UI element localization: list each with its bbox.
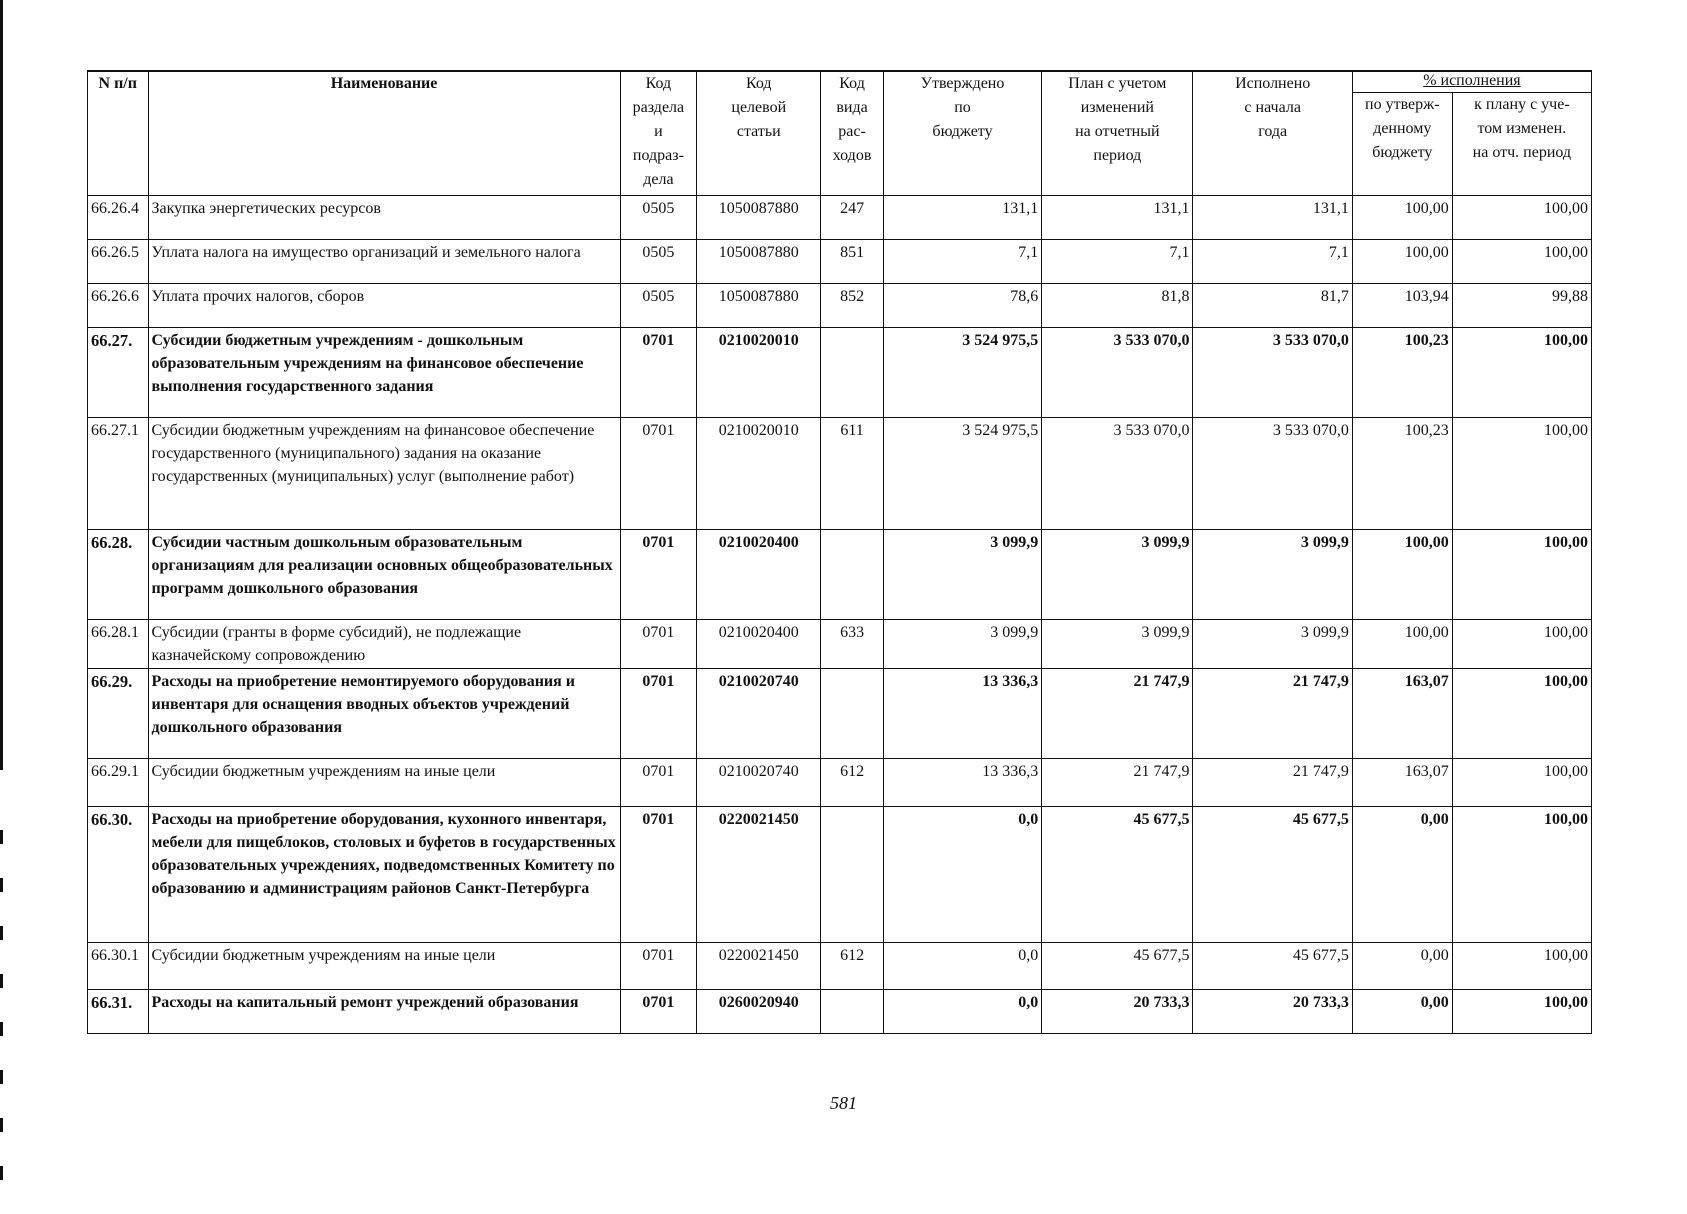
- row-number: 66.27.: [88, 328, 149, 418]
- row-number: 66.29.1: [88, 759, 149, 807]
- row-razdel: 0701: [620, 943, 697, 990]
- row-name: Субсидии частным дошкольным образовательным организациям для реализации основных общеобразовательных программ дошкольного образования: [148, 530, 620, 620]
- row-statya: 0210020740: [697, 759, 821, 807]
- row-razdel: 0505: [620, 284, 697, 328]
- header-line: Код: [645, 75, 672, 92]
- row-executed: 3 099,9: [1193, 530, 1352, 620]
- table-row: [88, 669, 1592, 759]
- row-pct-approved: 100,00: [1352, 530, 1452, 620]
- header-line: подраз-: [632, 147, 684, 164]
- row-statya: 0210020400: [697, 530, 821, 620]
- row-executed: 20 733,3: [1193, 990, 1352, 1034]
- row-plan: 7,1: [1042, 240, 1193, 284]
- row-pct-plan: 100,00: [1452, 669, 1591, 759]
- header-line: том изменен.: [1477, 120, 1567, 137]
- row-executed: 45 677,5: [1193, 807, 1352, 943]
- row-pct-plan: 100,00: [1452, 530, 1591, 620]
- row-vid: 612: [821, 943, 884, 990]
- row-name: Расходы на приобретение оборудования, кухонного инвентаря, мебели для пищеблоков, столовых и буфетов в государственных образовательных учреждениях, подведомственных Комитету по образованию и администрациям районов Санкт-Петербурга: [148, 807, 620, 943]
- row-pct-plan: 100,00: [1452, 620, 1591, 669]
- row-pct-plan: 100,00: [1452, 759, 1591, 807]
- row-pct-approved: 100,00: [1352, 240, 1452, 284]
- row-statya: 0260020940: [697, 990, 821, 1034]
- row-approved: 3 099,9: [883, 620, 1041, 669]
- header-line: Утверждено: [920, 75, 1005, 92]
- col-header-pct-plan: [1452, 93, 1591, 196]
- row-number: 66.30.: [88, 807, 149, 943]
- row-razdel: 0505: [620, 240, 697, 284]
- col-header-statya: [697, 71, 821, 196]
- row-approved: 13 336,3: [883, 669, 1041, 759]
- header-line: года: [1258, 123, 1288, 140]
- row-approved: 0,0: [883, 943, 1041, 990]
- col-header-nn: N п/п: [88, 71, 149, 196]
- row-number: 66.27.1: [88, 418, 149, 530]
- header-row: [88, 71, 1592, 93]
- row-name: Субсидии бюджетным учреждениям - дошкольным образовательным учреждениям на финансовое обеспечение выполнения государственного задания: [148, 328, 620, 418]
- row-executed: 3 099,9: [1193, 620, 1352, 669]
- row-executed: 7,1: [1193, 240, 1352, 284]
- header-line: на отчетный: [1075, 123, 1160, 140]
- row-name: Закупка энергетических ресурсов: [148, 196, 620, 240]
- row-pct-approved: 103,94: [1352, 284, 1452, 328]
- table-row: [88, 196, 1592, 240]
- header-line: статьи: [736, 123, 781, 140]
- row-vid: 852: [821, 284, 884, 328]
- row-plan: 45 677,5: [1042, 807, 1193, 943]
- row-plan: 45 677,5: [1042, 943, 1193, 990]
- row-number: 66.26.5: [88, 240, 149, 284]
- row-executed: 131,1: [1193, 196, 1352, 240]
- col-header-pct-group: % исполнения: [1352, 71, 1591, 93]
- row-approved: 78,6: [883, 284, 1041, 328]
- row-executed: 21 747,9: [1193, 759, 1352, 807]
- row-pct-plan: 100,00: [1452, 943, 1591, 990]
- header-line: бюджету: [932, 123, 993, 140]
- row-pct-approved: 100,23: [1352, 418, 1452, 530]
- row-vid: 633: [821, 620, 884, 669]
- row-plan: 21 747,9: [1042, 669, 1193, 759]
- row-vid: 611: [821, 418, 884, 530]
- row-plan: 3 533 070,0: [1042, 418, 1193, 530]
- row-pct-approved: 100,00: [1352, 196, 1452, 240]
- col-header-razdel: [620, 71, 697, 196]
- row-executed: 3 533 070,0: [1193, 418, 1352, 530]
- row-vid: 247: [821, 196, 884, 240]
- table-body: [88, 196, 1592, 1034]
- table-row: [88, 620, 1592, 669]
- row-executed: 3 533 070,0: [1193, 328, 1352, 418]
- header-line: к плану с уче-: [1474, 96, 1570, 113]
- row-vid: [821, 530, 884, 620]
- row-plan: 20 733,3: [1042, 990, 1193, 1034]
- row-approved: 3 524 975,5: [883, 418, 1041, 530]
- table-row: [88, 990, 1592, 1034]
- row-number: 66.28.1: [88, 620, 149, 669]
- header-line: раздела: [632, 99, 685, 116]
- budget-execution-table: [87, 70, 1592, 1034]
- row-razdel: 0701: [620, 990, 697, 1034]
- row-name: Субсидии бюджетным учреждениям на финансовое обеспечение государственного (муниципального) задания на оказание государственных (муниципальных) услуг (выполнение работ): [148, 418, 620, 530]
- row-pct-plan: 100,00: [1452, 328, 1591, 418]
- row-vid: [821, 990, 884, 1034]
- header-line: по утверж-: [1365, 96, 1440, 113]
- row-razdel: 0701: [620, 530, 697, 620]
- row-number: 66.29.: [88, 669, 149, 759]
- row-plan: 3 099,9: [1042, 620, 1193, 669]
- row-razdel: 0701: [620, 807, 697, 943]
- row-razdel: 0701: [620, 759, 697, 807]
- row-pct-plan: 100,00: [1452, 418, 1591, 530]
- col-header-vid: [821, 71, 884, 196]
- row-name: Субсидии бюджетным учреждениям на иные цели: [148, 759, 620, 807]
- col-header-utv: [883, 71, 1041, 196]
- header-line: Код: [839, 75, 865, 92]
- row-approved: 0,0: [883, 990, 1041, 1034]
- table-row: [88, 284, 1592, 328]
- row-statya: 0210020010: [697, 328, 821, 418]
- row-name: Расходы на капитальный ремонт учреждений образования: [148, 990, 620, 1034]
- table-row: [88, 240, 1592, 284]
- row-razdel: 0701: [620, 669, 697, 759]
- row-statya: 1050087880: [697, 196, 821, 240]
- row-pct-plan: 100,00: [1452, 196, 1591, 240]
- row-executed: 81,7: [1193, 284, 1352, 328]
- row-name: Расходы на приобретение немонтируемого оборудования и инвентаря для оснащения вводных объектов учреждений дошкольного образования: [148, 669, 620, 759]
- row-pct-approved: 0,00: [1352, 807, 1452, 943]
- row-approved: 0,0: [883, 807, 1041, 943]
- header-line: с начала: [1244, 99, 1301, 116]
- row-plan: 3 099,9: [1042, 530, 1193, 620]
- row-vid: [821, 807, 884, 943]
- row-plan: 21 747,9: [1042, 759, 1193, 807]
- row-name: Уплата прочих налогов, сборов: [148, 284, 620, 328]
- row-statya: 1050087880: [697, 240, 821, 284]
- row-razdel: 0505: [620, 196, 697, 240]
- col-header-isp: [1193, 71, 1352, 196]
- header-line: План с учетом: [1068, 75, 1167, 92]
- row-razdel: 0701: [620, 328, 697, 418]
- row-vid: [821, 328, 884, 418]
- scan-edge-marks: [0, 830, 3, 1214]
- row-executed: 21 747,9: [1193, 669, 1352, 759]
- header-line: бюджету: [1372, 144, 1433, 161]
- header-line: Исполнено: [1235, 75, 1311, 92]
- table-row: [88, 328, 1592, 418]
- row-pct-plan: 100,00: [1452, 807, 1591, 943]
- row-executed: 45 677,5: [1193, 943, 1352, 990]
- row-pct-approved: 163,07: [1352, 669, 1452, 759]
- row-pct-approved: 0,00: [1352, 990, 1452, 1034]
- row-vid: 851: [821, 240, 884, 284]
- row-vid: [821, 669, 884, 759]
- header-line: целевой: [731, 99, 787, 116]
- table-row: [88, 530, 1592, 620]
- header-line: по: [954, 99, 971, 116]
- header-line: на отч. период: [1472, 144, 1572, 161]
- row-approved: 3 099,9: [883, 530, 1041, 620]
- row-number: 66.26.6: [88, 284, 149, 328]
- scan-left-edge: [0, 0, 3, 770]
- row-number: 66.28.: [88, 530, 149, 620]
- header-line: вида: [836, 99, 868, 116]
- header-line: рас-: [838, 123, 866, 140]
- row-pct-approved: 163,07: [1352, 759, 1452, 807]
- table-row: [88, 418, 1592, 530]
- header-line: ходов: [832, 147, 872, 164]
- header-line: Код: [745, 75, 772, 92]
- col-header-name: Наименование: [148, 71, 620, 196]
- row-pct-approved: 100,23: [1352, 328, 1452, 418]
- table-row: [88, 759, 1592, 807]
- row-approved: 13 336,3: [883, 759, 1041, 807]
- table-row: [88, 943, 1592, 990]
- row-vid: 612: [821, 759, 884, 807]
- row-name: Субсидии бюджетным учреждениям на иные цели: [148, 943, 620, 990]
- row-name: Уплата налога на имущество организаций и земельного налога: [148, 240, 620, 284]
- row-statya: 0210020400: [697, 620, 821, 669]
- row-pct-approved: 0,00: [1352, 943, 1452, 990]
- row-statya: 1050087880: [697, 284, 821, 328]
- row-statya: 0220021450: [697, 943, 821, 990]
- row-approved: 3 524 975,5: [883, 328, 1041, 418]
- col-header-plan: [1042, 71, 1193, 196]
- row-statya: 0220021450: [697, 807, 821, 943]
- header-line: период: [1093, 147, 1142, 164]
- page-number: 581: [830, 1093, 857, 1113]
- table-row: [88, 807, 1592, 943]
- row-statya: 0210020010: [697, 418, 821, 530]
- row-approved: 7,1: [883, 240, 1041, 284]
- row-number: 66.26.4: [88, 196, 149, 240]
- row-pct-plan: 100,00: [1452, 240, 1591, 284]
- header-line: изменений: [1080, 99, 1154, 116]
- row-razdel: 0701: [620, 418, 697, 530]
- row-razdel: 0701: [620, 620, 697, 669]
- row-number: 66.31.: [88, 990, 149, 1034]
- row-approved: 131,1: [883, 196, 1041, 240]
- row-pct-plan: 100,00: [1452, 990, 1591, 1034]
- row-plan: 131,1: [1042, 196, 1193, 240]
- header-line: денному: [1373, 120, 1432, 137]
- row-name: Субсидии (гранты в форме субсидий), не подлежащие казначейскому сопровождению: [148, 620, 620, 669]
- header-line: и: [654, 123, 663, 140]
- col-header-pct-utv: [1352, 93, 1452, 196]
- header-line: дела: [643, 171, 674, 188]
- row-number: 66.30.1: [88, 943, 149, 990]
- row-plan: 3 533 070,0: [1042, 328, 1193, 418]
- row-pct-approved: 100,00: [1352, 620, 1452, 669]
- row-statya: 0210020740: [697, 669, 821, 759]
- row-pct-plan: 99,88: [1452, 284, 1591, 328]
- row-plan: 81,8: [1042, 284, 1193, 328]
